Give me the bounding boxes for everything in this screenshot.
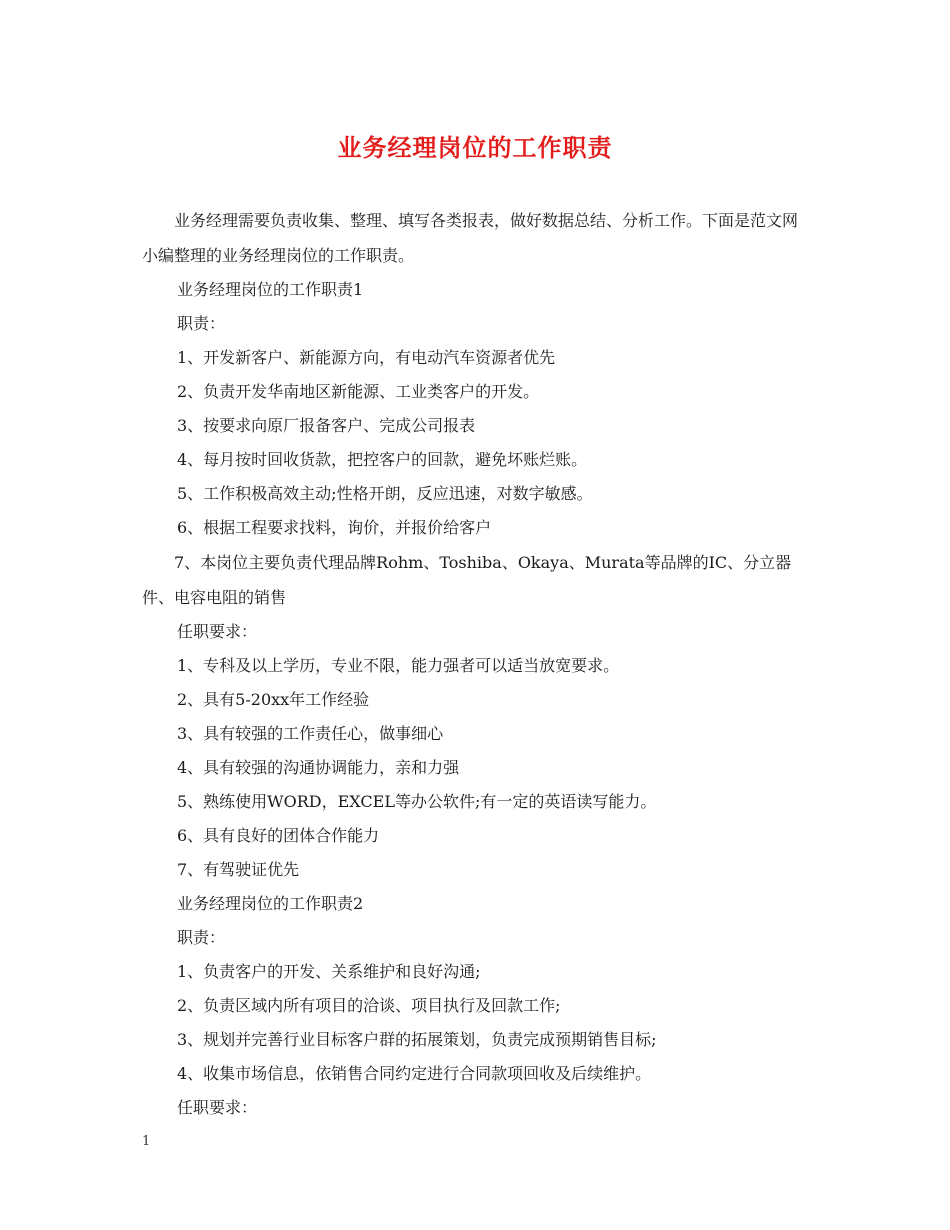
requirement-item: 3、具有较强的工作责任心，做事细心 [177, 724, 444, 743]
duty-item: 2、负责区域内所有项目的洽谈、项目执行及回款工作; [177, 996, 561, 1015]
section-heading-1: 业务经理岗位的工作职责1 [177, 280, 364, 299]
duty-item: 5、工作积极高效主动;性格开朗，反应迅速，对数字敏感。 [177, 484, 593, 503]
section-heading-2: 业务经理岗位的工作职责2 [177, 894, 364, 913]
duty-item: 2、负责开发华南地区新能源、工业类客户的开发。 [177, 382, 540, 401]
intro-paragraph: 业务经理需要负责收集、整理、填写各类报表，做好数据总结、分析工作。下面是范文网小编整理的业务经理岗位的工作职责。 [142, 211, 799, 265]
duty-item: 6、根据工程要求找料，询价，并报价给客户 [177, 518, 492, 537]
duty-item: 4、收集市场信息，依销售合同约定进行合同款项回收及后续维护。 [177, 1064, 652, 1083]
duty-item: 4、每月按时回收货款，把控客户的回款，避免坏账烂账。 [177, 450, 588, 469]
requirements-label: 任职要求： [177, 1098, 258, 1117]
requirement-item: 6、具有良好的团体合作能力 [177, 826, 380, 845]
requirement-item: 7、有驾驶证优先 [177, 860, 300, 879]
requirement-item: 1、专科及以上学历，专业不限，能力强者可以适当放宽要求。 [177, 656, 620, 675]
requirement-item: 5、熟练使用WORD，EXCEL等办公软件;有一定的英语读写能力。 [177, 792, 657, 811]
requirement-item: 2、具有5-20xx年工作经验 [177, 690, 370, 709]
requirement-item: 4、具有较强的沟通协调能力，亲和力强 [177, 758, 460, 777]
duty-item: 1、负责客户的开发、关系维护和良好沟通; [177, 962, 481, 981]
duty-item: 3、按要求向原厂报备客户、完成公司报表 [177, 416, 476, 435]
duties-label: 职责： [177, 928, 226, 947]
requirements-label: 任职要求： [177, 622, 258, 641]
duty-item: 1、开发新客户、新能源方向，有电动汽车资源者优先 [177, 348, 556, 367]
duty-item-7-paragraph: 7、本岗位主要负责代理品牌Rohm、Toshiba、Okaya、Murata等品牌的IC、分立器件、电容电阻的销售 [142, 553, 792, 607]
duties-label: 职责： [177, 314, 226, 333]
document-title: 业务经理岗位的工作职责 [337, 133, 613, 162]
duty-item: 3、规划并完善行业目标客户群的拓展策划，负责完成预期销售目标; [177, 1030, 657, 1049]
page-number: 1 [142, 1134, 151, 1149]
document-body [142, 203, 812, 1125]
